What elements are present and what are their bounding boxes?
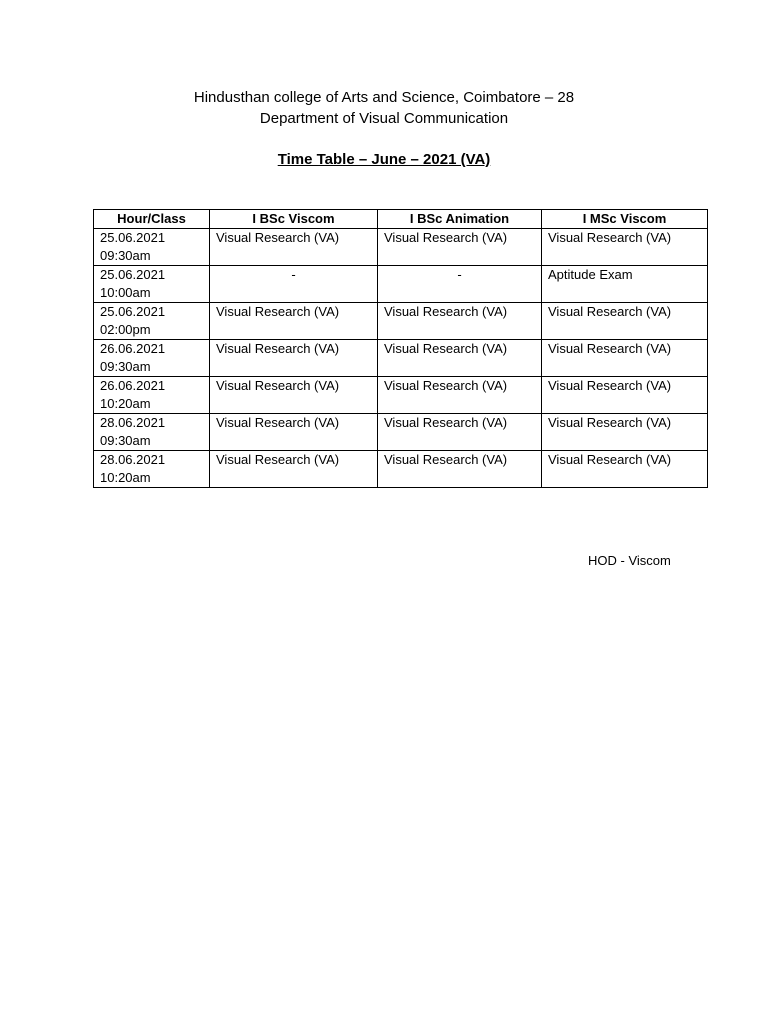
table-row [94, 266, 708, 303]
table-row [94, 229, 708, 266]
date-text: 28.06.2021 [100, 452, 166, 467]
date-text: 26.06.2021 [100, 378, 166, 393]
time-text: 09:30am [100, 433, 151, 448]
table-row [94, 340, 708, 377]
hour-cell [94, 377, 210, 414]
timetable [93, 209, 708, 488]
bsc-animation-cell: Visual Research (VA) [378, 414, 542, 451]
time-text: 10:20am [100, 396, 151, 411]
table-row [94, 451, 708, 488]
msc-viscom-cell: Visual Research (VA) [542, 377, 708, 414]
msc-viscom-cell: Aptitude Exam [542, 266, 708, 303]
column-header-msc-viscom: I MSc Viscom [542, 210, 708, 229]
college-name: Hindusthan college of Arts and Science, Coimbatore – 28 [193, 89, 575, 106]
table-row [94, 303, 708, 340]
column-header-hour-class: Hour/Class [94, 210, 210, 229]
msc-viscom-cell: Visual Research (VA) [542, 303, 708, 340]
column-header-bsc-animation: I BSc Animation [378, 210, 542, 229]
bsc-animation-cell: Visual Research (VA) [378, 303, 542, 340]
msc-viscom-cell: Visual Research (VA) [542, 340, 708, 377]
hour-cell [94, 229, 210, 266]
date-text: 25.06.2021 [100, 230, 166, 245]
msc-viscom-cell: Visual Research (VA) [542, 451, 708, 488]
hour-cell [94, 266, 210, 303]
bsc-viscom-cell: Visual Research (VA) [210, 229, 378, 266]
bsc-animation-cell: Visual Research (VA) [378, 451, 542, 488]
bsc-viscom-cell: - [210, 266, 378, 303]
department-name: Department of Visual Communication [259, 110, 509, 127]
bsc-viscom-cell: Visual Research (VA) [210, 414, 378, 451]
hour-cell [94, 451, 210, 488]
hour-cell [94, 303, 210, 340]
bsc-viscom-cell: Visual Research (VA) [210, 451, 378, 488]
table-row [94, 377, 708, 414]
bsc-animation-cell: Visual Research (VA) [378, 340, 542, 377]
table-header-row [94, 210, 708, 229]
bsc-viscom-cell: Visual Research (VA) [210, 303, 378, 340]
hod-signature-line: HOD - Viscom [588, 553, 671, 568]
bsc-animation-cell: Visual Research (VA) [378, 229, 542, 266]
time-text: 09:30am [100, 359, 151, 374]
msc-viscom-cell: Visual Research (VA) [542, 414, 708, 451]
date-text: 25.06.2021 [100, 304, 166, 319]
msc-viscom-cell: Visual Research (VA) [542, 229, 708, 266]
date-text: 25.06.2021 [100, 267, 166, 282]
date-text: 28.06.2021 [100, 415, 166, 430]
bsc-viscom-cell: Visual Research (VA) [210, 340, 378, 377]
document-title: Time Table – June – 2021 (VA) [277, 151, 491, 168]
column-header-bsc-viscom: I BSc Viscom [210, 210, 378, 229]
bsc-animation-cell: Visual Research (VA) [378, 377, 542, 414]
date-text: 26.06.2021 [100, 341, 166, 356]
bsc-viscom-cell: Visual Research (VA) [210, 377, 378, 414]
table-row [94, 414, 708, 451]
hour-cell [94, 340, 210, 377]
bsc-animation-cell: - [378, 266, 542, 303]
time-text: 10:00am [100, 285, 151, 300]
time-text: 09:30am [100, 248, 151, 263]
time-text: 10:20am [100, 470, 151, 485]
hour-cell [94, 414, 210, 451]
time-text: 02:00pm [100, 322, 151, 337]
